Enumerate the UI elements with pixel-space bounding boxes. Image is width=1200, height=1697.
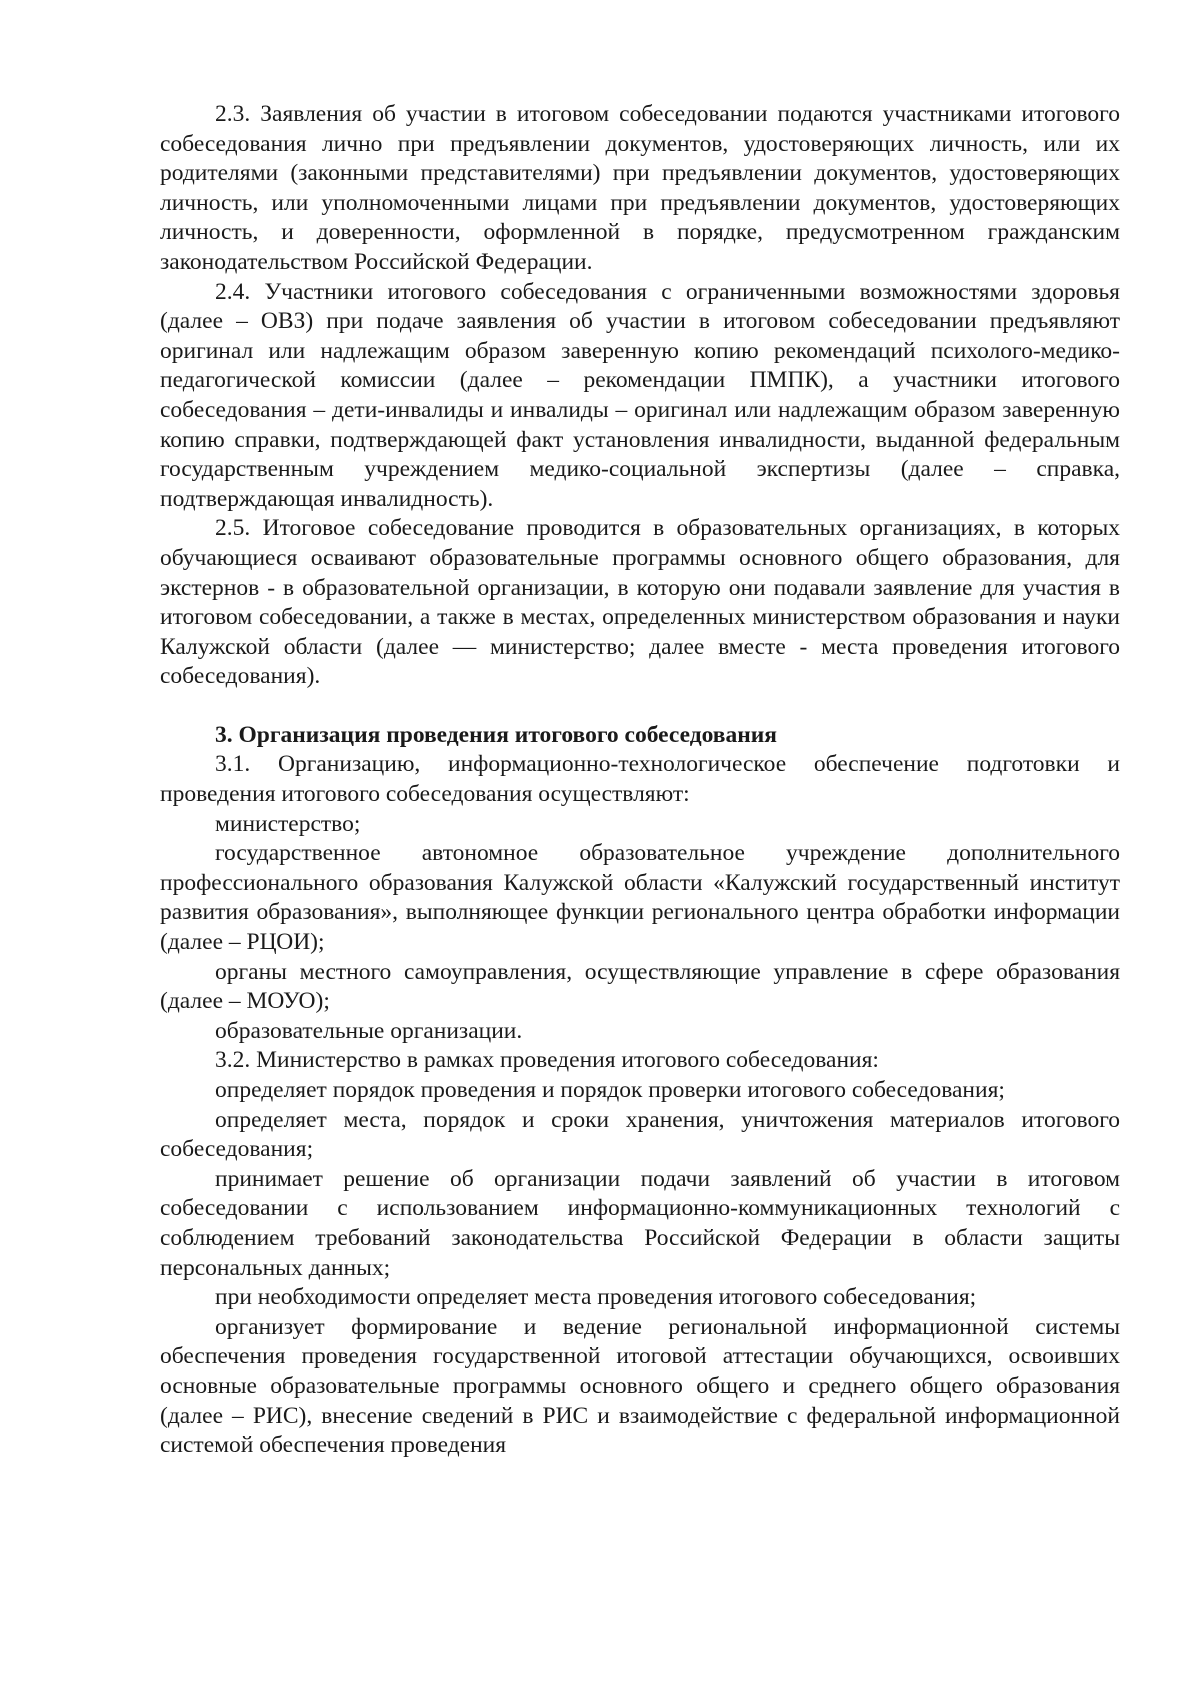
section-heading-3: 3. Организация проведения итогового собеседования bbox=[215, 721, 778, 748]
paragraph-3-2: 3.2. Министерство в рамках проведения итогового собеседования: bbox=[215, 1047, 879, 1074]
list-item-rcoi: государственное автономное образовательное учреждение дополнительного профессионального образования Калужской области «Калужский государственный институт развития образования», выполняющее функции регионального центра обработки информации (далее – РЦОИ); bbox=[160, 840, 1120, 956]
paragraph-2-3: 2.3. Заявления об участии в итоговом собеседовании подаются участниками итогового собеседования лично при предъявлении документов, удостоверяющих личность, или их родителями (законными представителями) при предъявлении документов, удостоверяющих личность, или уполномоченными лицами при предъявлении документов, удостоверяющих личность, и доверенности, оформленной в порядке, предусмотренном гражданским законодательством Российской Федерации. bbox=[160, 101, 1120, 275]
list-item-ris: организует формирование и ведение региональной информационной системы обеспечения проведения государственной итоговой аттестации обучающихся, освоивших основные образовательные программы основного общего и среднего общего образования (далее – РИС), внесение сведений в РИС и взаимодействие с федеральной информационной системой обеспечения проведения bbox=[160, 1313, 1120, 1459]
paragraph-2-4: 2.4. Участники итогового собеседования с ограниченными возможностями здоровья (далее – ОВЗ) при подаче заявления об участии в итоговом собеседовании предъявляют оригинал или надлежащим образом заверенную копию рекомендаций психолого-медико-педагогической комиссии (далее – рекомендации ПМПК), а участники итогового собеседования – дети-инвалиды и инвалиды – оригинал или надлежащим образом заверенную копию справки, подтверждающей факт установления инвалидности, выданной федеральным государственным учреждением медико-социальной экспертизы (далее – справка, подтверждающая инвалидность). bbox=[160, 278, 1120, 512]
list-item-ministry: министерство; bbox=[215, 810, 361, 837]
document-page bbox=[160, 100, 1120, 1461]
paragraph-3-1: 3.1. Организацию, информационно-технологическое обеспечение подготовки и проведения итогового собеседования осуществляют: bbox=[160, 751, 1120, 808]
paragraph-2-5: 2.5. Итоговое собеседование проводится в образовательных организациях, в которых обучающиеся осваивают образовательные программы основного общего образования, для экстернов - в образовательной организации, в которую они подавали заявление для участия в итоговом собеседовании, а также в местах, определенных министерством образования и науки Калужской области (далее — министерство; далее вместе - места проведения итогового собеседования). bbox=[160, 515, 1120, 690]
list-item-mouo: органы местного самоуправления, осуществляющие управление в сфере образования (далее – МОУО); bbox=[160, 958, 1120, 1015]
list-item-organizations: образовательные организации. bbox=[215, 1017, 523, 1044]
list-item-storage: определяет места, порядок и сроки хранения, уничтожения материалов итогового собеседования; bbox=[160, 1106, 1120, 1163]
list-item-applications: принимает решение об организации подачи заявлений об участии в итоговом собеседовании с использованием информационно-коммуникационных технологий с соблюдением требований законодательства Российской Федерации в области защиты персональных данных; bbox=[160, 1165, 1120, 1281]
list-item-places: при необходимости определяет места проведения итогового собеседования; bbox=[215, 1284, 977, 1311]
list-item-order: определяет порядок проведения и порядок проверки итогового собеседования; bbox=[215, 1077, 1005, 1103]
